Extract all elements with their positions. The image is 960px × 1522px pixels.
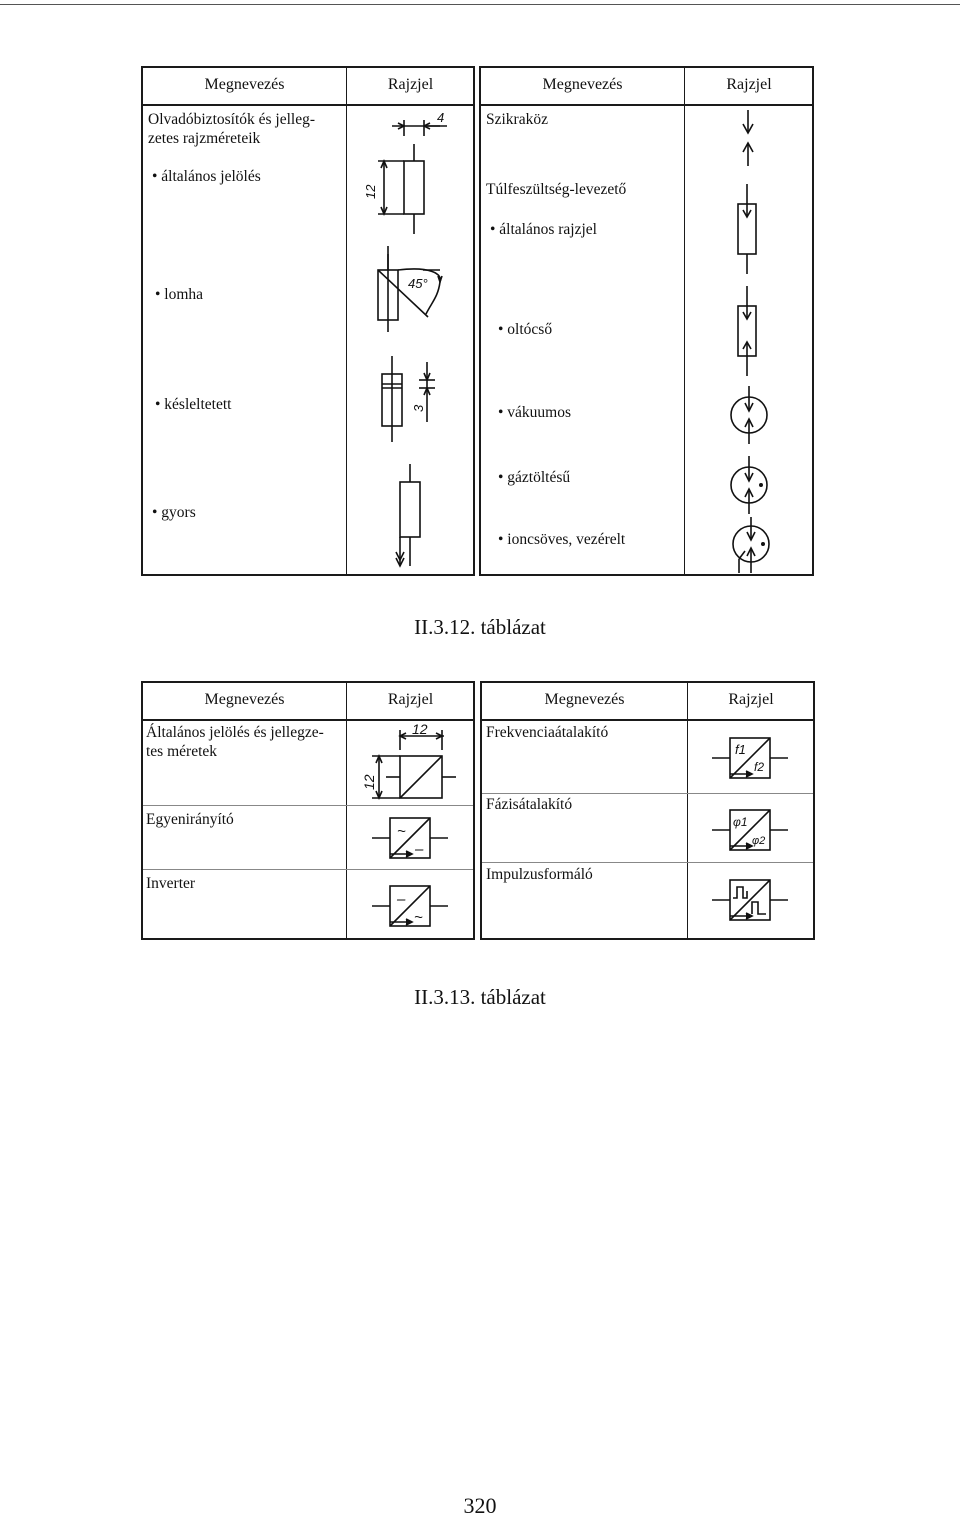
symbol-top-label: f1 bbox=[735, 742, 746, 757]
pulse-shaper-symbol bbox=[708, 876, 793, 926]
frequency-converter-symbol bbox=[708, 734, 793, 784]
inverter-symbol bbox=[368, 880, 453, 930]
row-label: Túlfeszültség-levezető bbox=[486, 181, 627, 198]
row-label: • általános rajzjel bbox=[490, 221, 597, 238]
row-divider bbox=[143, 805, 473, 806]
row-label: • oltócső bbox=[498, 321, 553, 338]
column-divider bbox=[346, 683, 347, 938]
column-header-symbol: Rajzjel bbox=[387, 76, 434, 93]
row-label: Impulzusformáló bbox=[486, 866, 593, 883]
fuse-delayed-symbol bbox=[375, 352, 450, 447]
dimension-label: 12 bbox=[361, 774, 377, 790]
row-label: • ioncsöves, vezérelt bbox=[498, 531, 626, 548]
column-header-symbol: Rajzjel bbox=[387, 691, 434, 708]
column-header-name: Megnevezés bbox=[204, 76, 285, 93]
column-divider bbox=[687, 683, 688, 938]
page-number: 320 bbox=[463, 1493, 497, 1518]
row-label: Frekvenciaátalakító bbox=[486, 724, 609, 741]
row-label: • lomha bbox=[155, 286, 204, 303]
row-label: Szikraköz bbox=[486, 111, 548, 128]
symbol-bottom-label: f2 bbox=[754, 760, 765, 774]
column-header-name: Megnevezés bbox=[204, 691, 285, 708]
angle-label: 45° bbox=[408, 276, 428, 291]
table-caption: II.3.13. táblázat bbox=[414, 985, 546, 1009]
ion-tube-controlled-symbol bbox=[725, 515, 777, 575]
row-label: • késleltetett bbox=[155, 396, 232, 413]
column-header-name: Megnevezés bbox=[544, 691, 625, 708]
gas-filled-arrester-symbol bbox=[725, 454, 775, 516]
expulsion-tube-symbol bbox=[730, 284, 766, 378]
header-divider bbox=[481, 104, 812, 106]
column-divider bbox=[684, 68, 685, 574]
row-divider bbox=[482, 862, 813, 863]
fuse-slow-symbol bbox=[368, 242, 458, 337]
row-label: • általános jelölés bbox=[152, 168, 261, 185]
column-header-name: Megnevezés bbox=[542, 76, 623, 93]
symbol-bottom-label: φ2 bbox=[752, 835, 766, 847]
dimension-label: 4 bbox=[437, 110, 445, 125]
fuse-general-symbol bbox=[350, 106, 470, 241]
symbol-top-label: – bbox=[397, 891, 406, 908]
dimension-label: 3 bbox=[411, 404, 426, 412]
table-caption: II.3.12. táblázat bbox=[414, 615, 546, 639]
symbol-bottom-label: ~ bbox=[414, 909, 423, 926]
symbol-top-label: φ1 bbox=[733, 815, 748, 829]
symbol-bottom-label: – bbox=[415, 841, 424, 858]
vacuum-arrester-symbol bbox=[725, 384, 775, 446]
fuse-fast-symbol bbox=[390, 462, 435, 572]
column-header-symbol: Rajzjel bbox=[728, 691, 774, 708]
rectifier-symbol bbox=[368, 812, 453, 862]
symbol-top-label: ~ bbox=[397, 823, 406, 840]
page-top-rule bbox=[0, 4, 960, 5]
row-divider bbox=[143, 869, 473, 870]
row-label: • gyors bbox=[152, 504, 196, 521]
converter-general-symbol bbox=[352, 720, 467, 805]
row-label: Inverter bbox=[146, 875, 196, 892]
row-divider bbox=[482, 793, 813, 794]
column-header-symbol: Rajzjel bbox=[726, 76, 772, 93]
row-label: Olvadóbiztosítók és jelleg- zetes rajzméreteik bbox=[148, 111, 316, 147]
row-label: Általános jelölés és jellegze- tes méretek bbox=[146, 724, 324, 760]
row-label: • vákuumos bbox=[498, 404, 572, 421]
row-label: Fázisátalakító bbox=[486, 796, 573, 813]
surge-arrester-symbol bbox=[730, 182, 766, 276]
header-divider bbox=[482, 719, 813, 721]
row-label: • gáztöltésű bbox=[498, 469, 571, 486]
row-label: Egyenirányító bbox=[146, 811, 234, 828]
spark-gap-symbol bbox=[735, 108, 765, 168]
dimension-label: 12 bbox=[412, 721, 428, 737]
phase-converter-symbol bbox=[708, 806, 793, 856]
dimension-label: 12 bbox=[363, 184, 378, 199]
